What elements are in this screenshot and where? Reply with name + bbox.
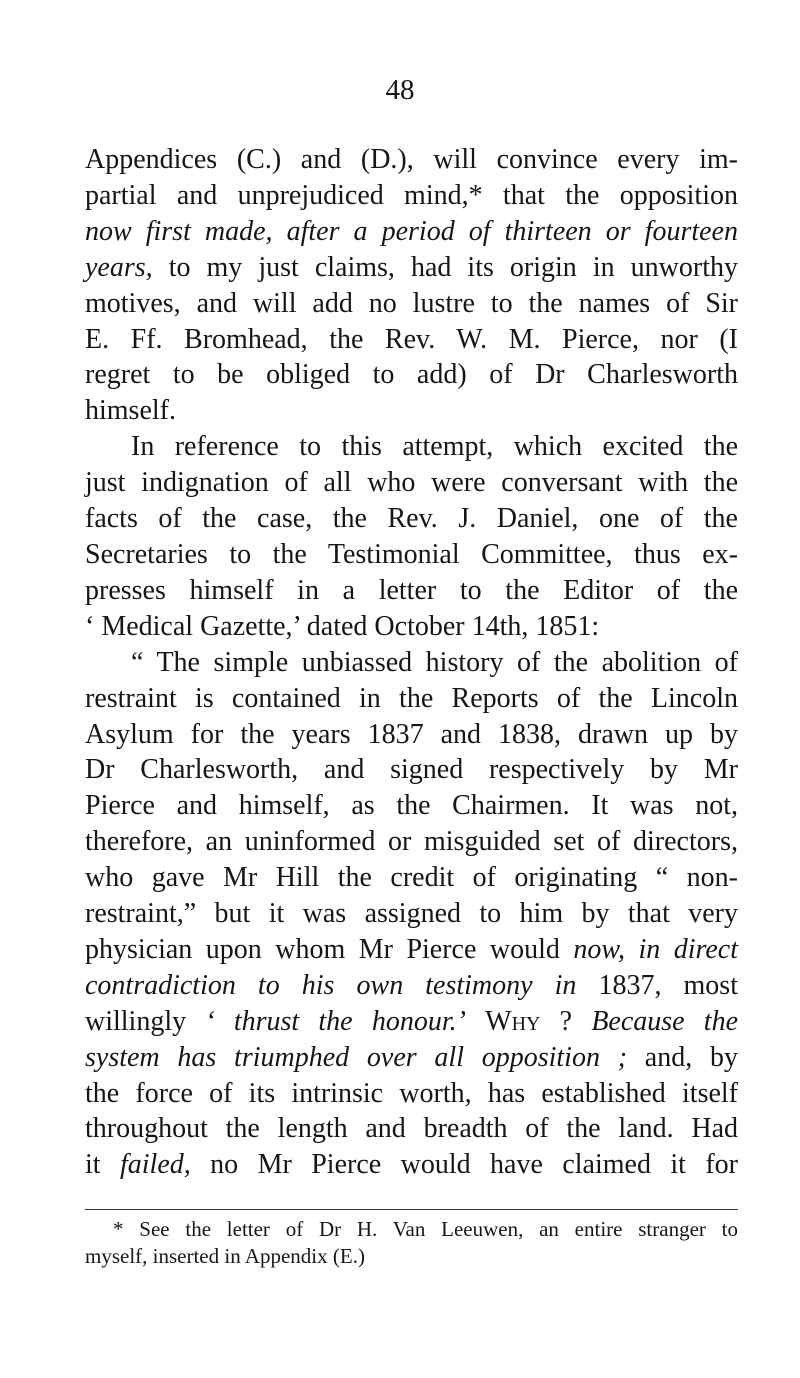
text-segment: 1837, most: [576, 969, 738, 1001]
text-line: [85, 609, 738, 645]
text-segment: ‘ Medical Gazette,’ dated October 14th, 1851:: [85, 610, 600, 642]
text-line: [85, 286, 738, 322]
italic-text: failed,: [119, 1149, 191, 1181]
footnote-rule: [85, 1209, 738, 1210]
small-caps-text: Why: [485, 1005, 541, 1037]
text-segment: [466, 1006, 485, 1037]
text-line: [85, 824, 738, 860]
footnote: [85, 1216, 738, 1270]
text-line: [85, 465, 738, 501]
italic-text: contradiction to his own testimony in: [85, 969, 577, 1001]
text-line: [85, 322, 738, 358]
text-segment: partial and unprejudiced mind,* that the opposition: [85, 179, 738, 211]
text-segment: Pierce and himself, as the Chairmen. It was not,: [85, 790, 738, 822]
text-segment: therefore, an uninformed or misguided set of directors,: [85, 826, 738, 858]
text-segment: presses himself in a letter to the Editor of the: [85, 574, 738, 606]
text-line: [85, 250, 738, 286]
text-line: [85, 1004, 738, 1040]
text-line: [85, 645, 738, 681]
italic-text: system has triumphed over all opposition ;: [85, 1041, 628, 1073]
text-segment: and, by: [627, 1041, 738, 1073]
text-line: [85, 1076, 738, 1112]
text-line: [85, 393, 738, 429]
body-text: [85, 142, 738, 1183]
text-segment: Dr Charlesworth, and signed respectively by Mr: [85, 754, 738, 786]
text-line: [85, 896, 738, 932]
text-segment: facts of the case, the Rev. J. Daniel, one of the: [85, 503, 738, 535]
text-segment: who gave Mr Hill the credit of originating “ non-: [85, 862, 738, 894]
text-segment: it: [85, 1149, 120, 1181]
text-segment: physician upon whom Mr Pierce would: [85, 933, 574, 965]
text-segment: “ The simple unbiassed history of the abolition of: [131, 646, 738, 678]
text-line: [85, 1147, 738, 1183]
text-segment: to my just claims, had its origin in unworthy: [152, 251, 738, 283]
text-segment: the force of its intrinsic worth, has established itself: [85, 1077, 738, 1109]
text-line: [85, 681, 738, 717]
text-segment: E. Ff. Bromhead, the Rev. W. M. Pierce, nor (I: [85, 323, 738, 355]
text-segment: throughout the length and breadth of the land. Had: [85, 1113, 738, 1145]
text-segment: ?: [540, 1005, 592, 1037]
text-segment: regret to be obliged to add) of Dr Charlesworth: [85, 359, 738, 391]
text-segment: just indignation of all who were conversant with the: [85, 467, 738, 499]
text-line: [85, 142, 738, 178]
text-line: [85, 501, 738, 537]
text-line: [85, 788, 738, 824]
italic-text: now, in direct: [573, 933, 738, 965]
page-number: 48: [385, 74, 415, 106]
italic-text: years,: [85, 251, 153, 283]
text-segment: restraint,” but it was assigned to him by that very: [85, 898, 738, 930]
text-line: [85, 429, 738, 465]
text-line: [85, 573, 738, 609]
text-segment: no Mr Pierce would have claimed it for: [190, 1149, 738, 1181]
text-segment: himself.: [85, 395, 176, 427]
text-segment: In reference to this attempt, which excited the: [131, 431, 738, 463]
text-segment: restraint is contained in the Reports of the Lincoln: [85, 682, 738, 714]
text-segment: motives, and will add no lustre to the names of Sir: [85, 287, 738, 319]
text-line: [85, 968, 738, 1004]
text-line: [85, 1111, 738, 1147]
text-segment: Secretaries to the Testimonial Committee, thus ex-: [85, 538, 738, 570]
text-line: [85, 752, 738, 788]
text-line: [85, 860, 738, 896]
text-line: [85, 932, 738, 968]
footnote-line: * See the letter of Dr H. Van Leeuwen, an entire stranger to: [113, 1217, 738, 1241]
text-line: [85, 717, 738, 753]
italic-text: now first made, after a period of thirteen or fourteen: [85, 215, 738, 247]
text-line: [85, 1040, 738, 1076]
text-line: [85, 214, 738, 250]
italic-text: Because the: [591, 1005, 739, 1037]
text-line: [85, 357, 738, 393]
text-segment: Asylum for the years 1837 and 1838, drawn up by: [85, 718, 738, 750]
italic-text: ‘ thrust the honour.’: [205, 1005, 466, 1037]
footnote-line: myself, inserted in Appendix (E.): [85, 1244, 365, 1268]
text-segment: willingly: [85, 1005, 206, 1037]
text-line: [85, 178, 738, 214]
text-line: [85, 537, 738, 573]
text-segment: Appendices (C.) and (D.), will convince every im-: [85, 144, 738, 175]
